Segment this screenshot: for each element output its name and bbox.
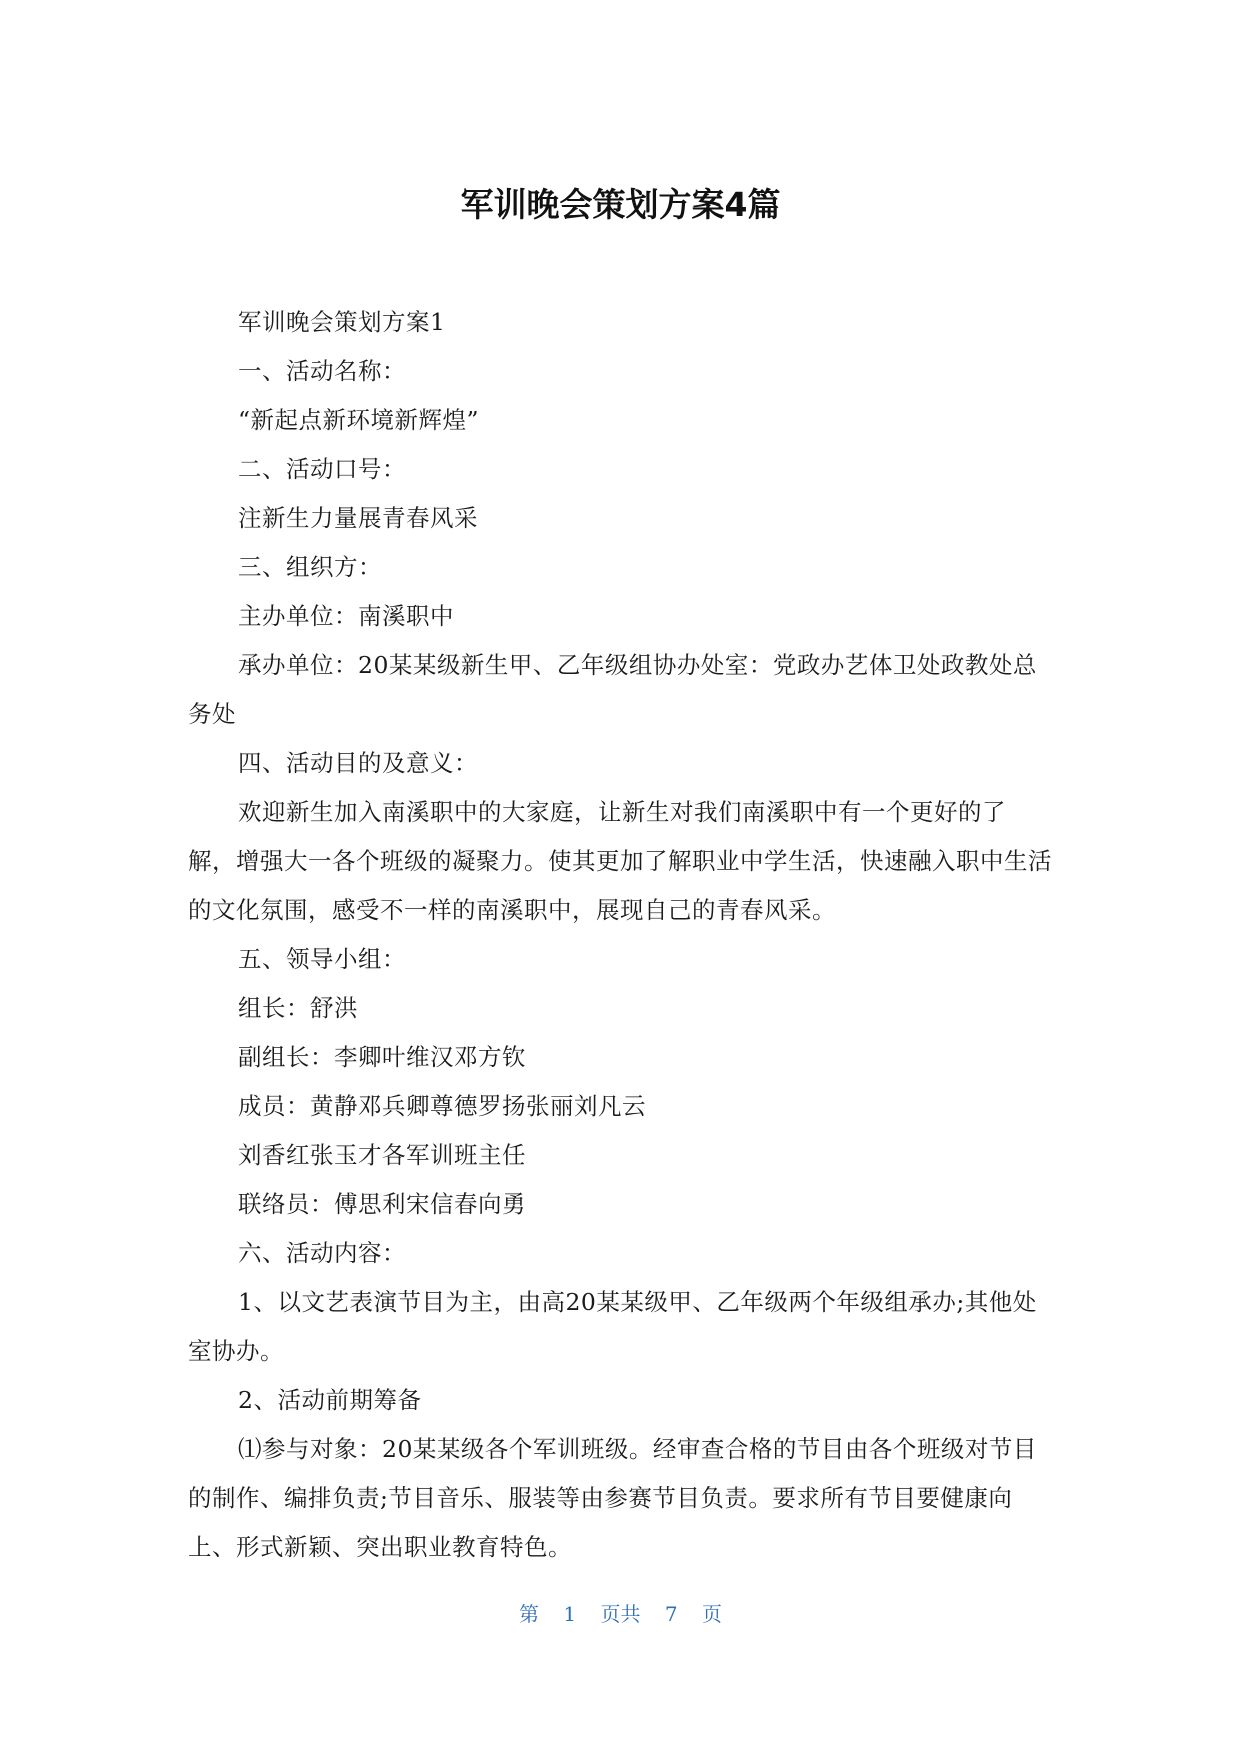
- paragraph: 六、活动内容：: [238, 1239, 406, 1267]
- paragraph: 成员：黄静邓兵卿尊德罗扬张丽刘凡云: [238, 1092, 646, 1120]
- paragraph: 1、以文艺表演节目为主，由高20某某级甲、乙年级两个年级组承办;其他处室协办。: [188, 1288, 1037, 1365]
- footer-word-page: 第: [519, 1602, 540, 1626]
- paragraph: 副组长：李卿叶维汉邓方钦: [238, 1043, 526, 1071]
- paragraph: 组长：舒洪: [238, 994, 358, 1022]
- document-body: [188, 298, 1052, 1572]
- paragraph: ⑴参与对象：20某某级各个军训班级。经审查合格的节目由各个班级对节目的制作、编排负责;节目音乐、服装等由参赛节目负责。要求所有节目要健康向上、形式新颖、突出职业教育特色。: [188, 1435, 1037, 1561]
- paragraph: 三、组织方：: [238, 553, 382, 581]
- paragraph: 联络员：傅思利宋信春向勇: [238, 1190, 526, 1218]
- document-title: 军训晚会策划方案4篇: [460, 185, 781, 224]
- paragraph: 2、活动前期筹备: [238, 1386, 422, 1414]
- paragraph: 二、活动口号：: [238, 455, 406, 483]
- footer-total-pages: 7: [664, 1602, 678, 1626]
- page-footer: [0, 1600, 1241, 1628]
- footer-current-page: 1: [563, 1602, 577, 1626]
- paragraph: 承办单位：20某某级新生甲、乙年级组协办处室：党政办艺体卫处政教处总务处: [188, 651, 1037, 728]
- paragraph: 四、活动目的及意义：: [238, 749, 478, 777]
- footer-word-page-total: 页共: [600, 1602, 641, 1626]
- paragraph: 五、领导小组：: [238, 945, 406, 973]
- paragraph: “新起点新环境新辉煌”: [238, 406, 480, 434]
- paragraph: 刘香红张玉才各军训班主任: [238, 1141, 526, 1169]
- footer-word-page-end: 页: [701, 1602, 722, 1626]
- paragraph: 一、活动名称：: [238, 357, 406, 385]
- paragraph: 军训晚会策划方案1: [238, 308, 446, 336]
- paragraph: 注新生力量展青春风采: [238, 504, 478, 532]
- paragraph: 欢迎新生加入南溪职中的大家庭，让新生对我们南溪职中有一个更好的了解，增强大一各个班级的凝聚力。使其更加了解职业中学生活，快速融入职中生活的文化氛围，感受不一样的南溪职中，展现自己的青春风采。: [188, 798, 1052, 924]
- paragraph: 主办单位：南溪职中: [238, 602, 454, 630]
